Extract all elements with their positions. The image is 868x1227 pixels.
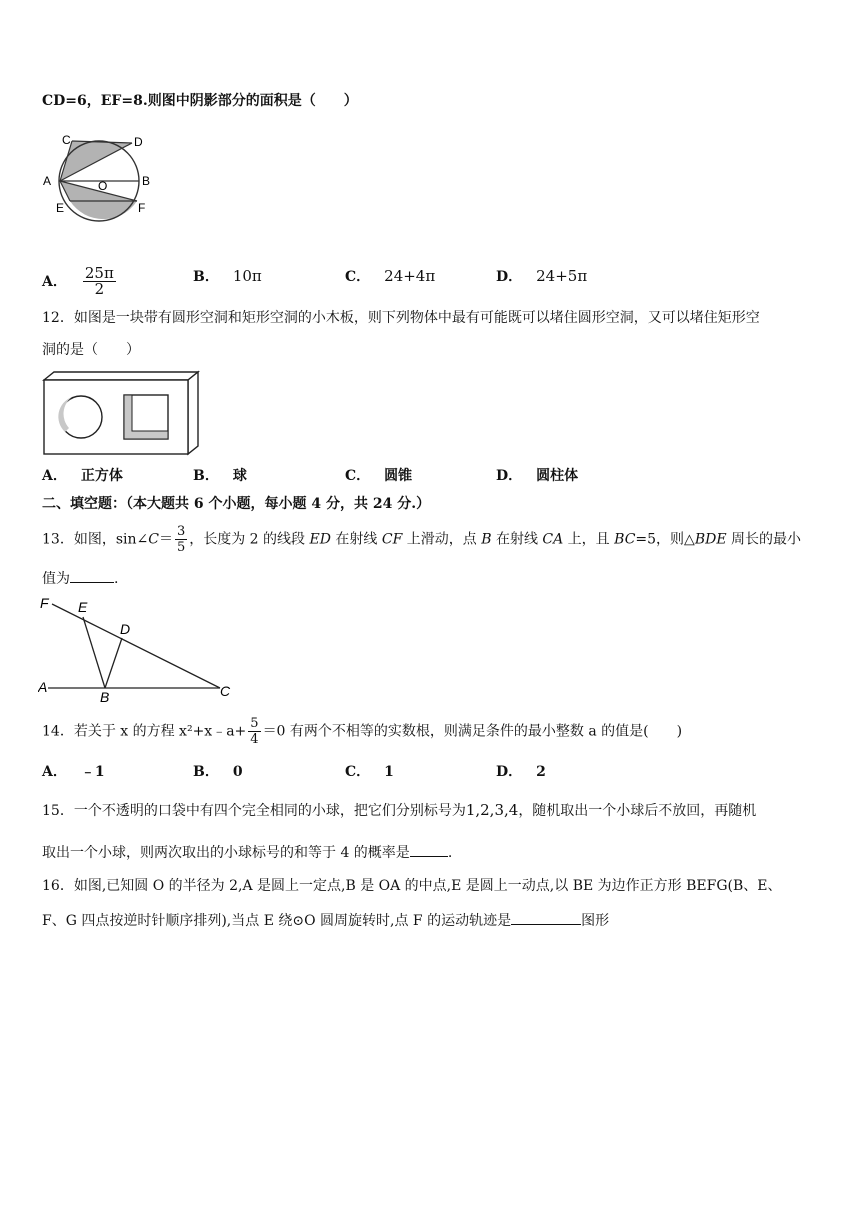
option-text: 圆柱体 (536, 468, 579, 484)
q12-line2: 洞的是（ ） (42, 342, 140, 358)
option-label: B． (193, 269, 219, 285)
q11-label-d: D (134, 135, 143, 149)
q11-label-o: O (98, 179, 108, 193)
option-text: 球 (232, 468, 247, 484)
q11-option-a[interactable] (42, 266, 118, 297)
q11-label-b: B (142, 174, 151, 188)
answer-blank[interactable] (70, 568, 114, 583)
q15-line2: 取出一个小球，则两次取出的小球标号的和等于 4 的概率是 . (42, 842, 452, 863)
q14-line1: 14．若关于 x 的方程 x²+x﹣a+ $\frac{5}{4}$ ＝0 有两个不相等的实数根，则满足条件的最小整数 a 的值是( ) (42, 716, 683, 747)
q11-option-d[interactable] (496, 266, 587, 287)
option-label: D． (496, 468, 523, 484)
q11-label-e: E (56, 201, 65, 215)
option-text: 正方体 (80, 468, 123, 484)
option-label: C． (345, 468, 371, 484)
q11-label-c: C (62, 133, 71, 147)
q13-label-a: A (38, 679, 48, 695)
q13-line1: 13．如图，sin∠C＝ $\frac{3}{5}$ ，长度为 2 的线段 ED 在射线 CF 上滑动，点 B 在射线 CA 上，且 BC=5，则△BDE 周长的最小 (42, 524, 801, 555)
option-text: 1 (384, 764, 394, 780)
q11-circle-figure (38, 126, 168, 222)
q16-line1: 16．如图,已知圆 O 的半径为 2,A 是圆上一定点,B 是 OA 的中点,E 是圆上一动点,以 BE 为边作正方形 BEFG(B、E、 (42, 878, 782, 894)
option-label: C． (345, 269, 371, 285)
q13-fraction: $\frac{3}{5}$ (176, 524, 186, 555)
q13-label-d: D (120, 621, 131, 637)
q16-line2: F、G 四点按逆时针顺序排列),当点 E 绕⊙O 圆周旋转时,点 F 的运动轨迹是 图形 (42, 910, 609, 931)
q14-option-b[interactable] (193, 762, 243, 782)
q13-label-e: E (78, 599, 88, 615)
option-label: D． (496, 764, 523, 780)
q12-board-figure (42, 370, 200, 458)
q14-fraction: $\frac{5}{4}$ (250, 716, 259, 747)
option-label: A． (42, 273, 67, 290)
q12-option-c[interactable] (345, 466, 412, 486)
option-label: A． (42, 764, 67, 780)
option-text: 0 (232, 764, 243, 780)
q11-option-c[interactable] (345, 266, 435, 287)
option-text: ﹣1 (80, 764, 105, 780)
q13-label-f: F (40, 595, 49, 611)
option-text: 24+5π (536, 267, 588, 285)
q13-label-b: B (100, 689, 110, 705)
q15-line1: 15．一个不透明的口袋中有四个完全相同的小球，把它们分别标号为1,2,3,4，随机取出一个小球后不放回，再随机 (42, 801, 757, 819)
q14-option-a[interactable] (42, 762, 105, 782)
q14-option-c[interactable] (345, 762, 394, 782)
q13-line2: 值为 . (42, 568, 118, 589)
option-label: D． (496, 269, 523, 285)
option-text: 圆锥 (384, 468, 413, 484)
q11-option-a-fraction: $\frac{25\pi}{2}$ (84, 264, 114, 298)
q11-label-f: F (138, 201, 146, 215)
answer-blank[interactable] (511, 910, 581, 925)
q13-label-c: C (220, 683, 231, 699)
q12-line1: 12．如图是一块带有圆形空洞和矩形空洞的小木板，则下列物体中最有可能既可以堵住圆形空洞，又可以堵住矩形空 (42, 310, 760, 326)
q14-option-d[interactable] (496, 762, 546, 782)
q12-option-a[interactable] (42, 466, 123, 486)
option-text: 10π (232, 267, 262, 285)
q12-option-d[interactable] (496, 466, 578, 486)
option-label: C． (345, 764, 371, 780)
q11-label-a: A (43, 174, 52, 188)
section-heading-fill-in: 二、填空题：（本大题共 6 个小题，每小题 4 分，共 24 分.） (42, 496, 431, 512)
q12-option-b[interactable] (193, 466, 247, 486)
option-label: A． (42, 468, 67, 484)
q13-triangle-figure (38, 594, 238, 706)
option-text: 2 (536, 764, 546, 780)
option-label: B． (193, 764, 219, 780)
q11-stem: CD=6，EF=8.则图中阴影部分的面积是（ ） (42, 93, 358, 109)
option-text: 24+4π (384, 267, 436, 285)
answer-blank[interactable] (410, 842, 448, 857)
q11-option-b[interactable] (193, 266, 262, 287)
option-label: B． (193, 468, 219, 484)
